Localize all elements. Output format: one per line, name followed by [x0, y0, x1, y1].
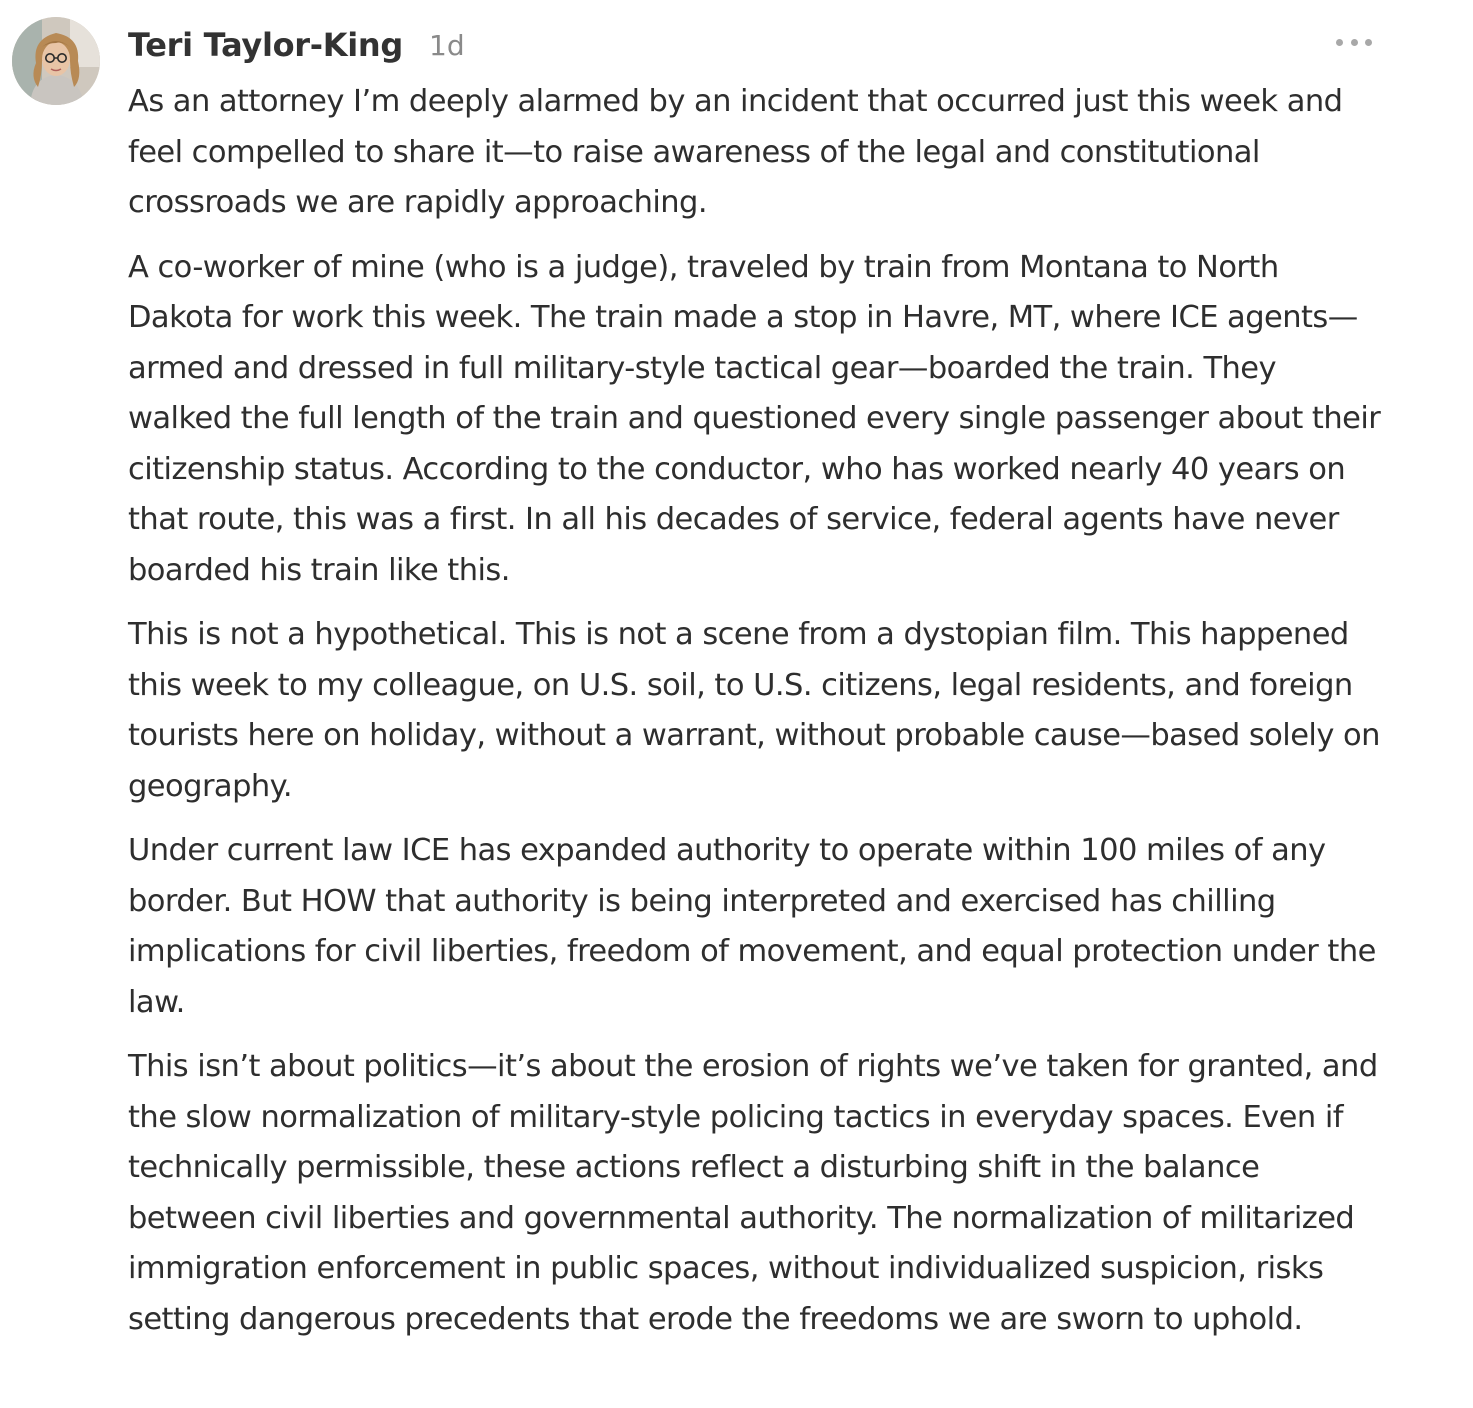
avatar[interactable]	[12, 17, 100, 105]
dot	[1336, 39, 1343, 46]
paragraph-2: A co-worker of mine (who is a judge), traveled by train from Montana to North Dakota for work this week. The train made a stop in Havre, MT, where ICE agents—armed and dressed in full military-style tactical gear—boarded the train. They walked the full length of the train and questioned every single passenger about their citizenship status. According to the conductor, who has worked nearly 40 years on that route, this was a first. In all his decades of service, federal agents have never boarded his train like this.	[128, 249, 1381, 588]
post-timestamp[interactable]: 1d	[429, 28, 465, 62]
dot	[1365, 39, 1372, 46]
dot	[1351, 39, 1358, 46]
paragraph-3: This is not a hypothetical. This is not a scene from a dystopian film. This happened this week to my colleague, on U.S. soil, to U.S. citizens, legal residents, and foreign tourists here on holiday, without a warrant, without probable cause—based solely on geography.	[128, 617, 1380, 804]
post-header	[128, 20, 465, 70]
author-name[interactable]: Teri Taylor-King	[128, 26, 404, 64]
paragraph-5: This isn’t about politics—it’s about the erosion of rights we’ve taken for granted, and the slow normalization of military-style policing tactics in everyday spaces. Even if technically permissible, these actions reflect a disturbing shift in the balance between civil liberties and governmental authority. The normalization of militarized immigration enforcement in public spaces, without individualized suspicion, risks setting dangerous precedents that erode the freedoms we are sworn to uphold.	[128, 1049, 1378, 1337]
more-options-icon[interactable]	[1336, 34, 1372, 50]
paragraph-4: Under current law ICE has expanded authority to operate within 100 miles of any border. But HOW that authority is being interpreted and exercised has chilling implications for civil liberties, freedom of movement, and equal protection under the law.	[128, 833, 1376, 1020]
author-photo	[12, 17, 100, 105]
paragraph-1: As an attorney I’m deeply alarmed by an incident that occurred just this week and feel compelled to share it—to raise awareness of the legal and constitutional crossroads we are rapidly approaching.	[128, 84, 1343, 220]
post-body	[128, 77, 1388, 1359]
